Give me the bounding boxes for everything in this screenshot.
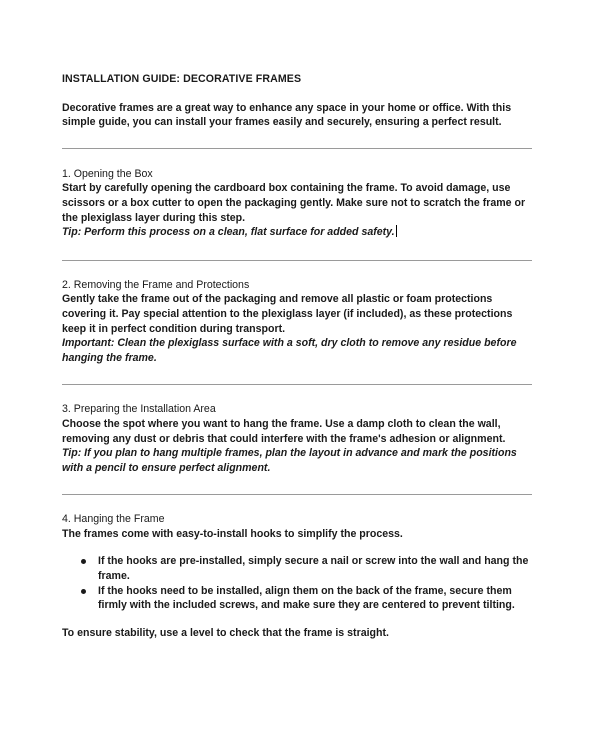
section-removing-frame xyxy=(62,278,532,366)
section-divider xyxy=(62,494,532,495)
section-heading: 4. Hanging the Frame xyxy=(62,513,165,526)
closing-paragraph: To ensure stability, use a level to check that the frame is straight. xyxy=(62,626,389,639)
bullet-icon xyxy=(81,559,86,564)
section-heading: 2. Removing the Frame and Protections xyxy=(62,278,250,291)
document-title: INSTALLATION GUIDE: DECORATIVE FRAMES xyxy=(62,73,302,85)
hook-instructions-list xyxy=(62,554,532,612)
section-heading: 3. Preparing the Installation Area xyxy=(62,403,216,416)
section-divider xyxy=(62,384,532,385)
section-body: Choose the spot where you want to hang the frame. Use a damp cloth to clean the wall, removing any dust or debris that could interfere with the frame's adhesion or alignment. xyxy=(62,417,506,445)
bullet-icon xyxy=(81,589,86,594)
section-preparing-area xyxy=(62,402,532,475)
section-body: The frames come with easy-to-install hooks to simplify the process. xyxy=(62,527,403,540)
section-divider xyxy=(62,260,532,261)
list-item xyxy=(62,554,532,583)
section-opening-the-box xyxy=(62,167,532,240)
section-divider xyxy=(62,148,532,149)
section-tip[interactable] xyxy=(62,225,532,240)
section-hanging-frame xyxy=(62,512,532,640)
document-page xyxy=(62,72,532,640)
section-tip-text: Tip: Perform this process on a clean, flat surface for added safety. xyxy=(62,226,395,239)
section-body: Gently take the frame out of the packaging and remove all plastic or foam protections covering it. Pay special attention to the plexiglass layer (if included), as these protections keep it in perfect condition during transport. xyxy=(62,293,513,335)
list-item-text: If the hooks are pre-installed, simply secure a nail or screw into the wall and hang the frame. xyxy=(98,555,529,583)
section-important-note: Important: Clean the plexiglass surface with a soft, dry cloth to remove any residue before hanging the frame. xyxy=(62,337,517,364)
text-cursor xyxy=(396,225,397,237)
intro-paragraph: Decorative frames are a great way to enhance any space in your home or office. With this simple guide, you can install your frames easily and securely, ensuring a perfect result. xyxy=(62,101,512,129)
section-heading: 1. Opening the Box xyxy=(62,167,153,180)
section-body: Start by carefully opening the cardboard box containing the frame. To avoid damage, use scissors or a box cutter to open the packaging gently. Make sure not to scratch the frame or the plexiglass layer during this step. xyxy=(62,182,526,224)
section-tip: Tip: If you plan to hang multiple frames, plan the layout in advance and mark the positions with a pencil to ensure perfect alignment. xyxy=(62,447,517,474)
list-item xyxy=(62,584,532,613)
list-item-text: If the hooks need to be installed, align them on the back of the frame, secure them firmly with the included screws, and make sure they are centered to prevent tilting. xyxy=(98,584,515,612)
